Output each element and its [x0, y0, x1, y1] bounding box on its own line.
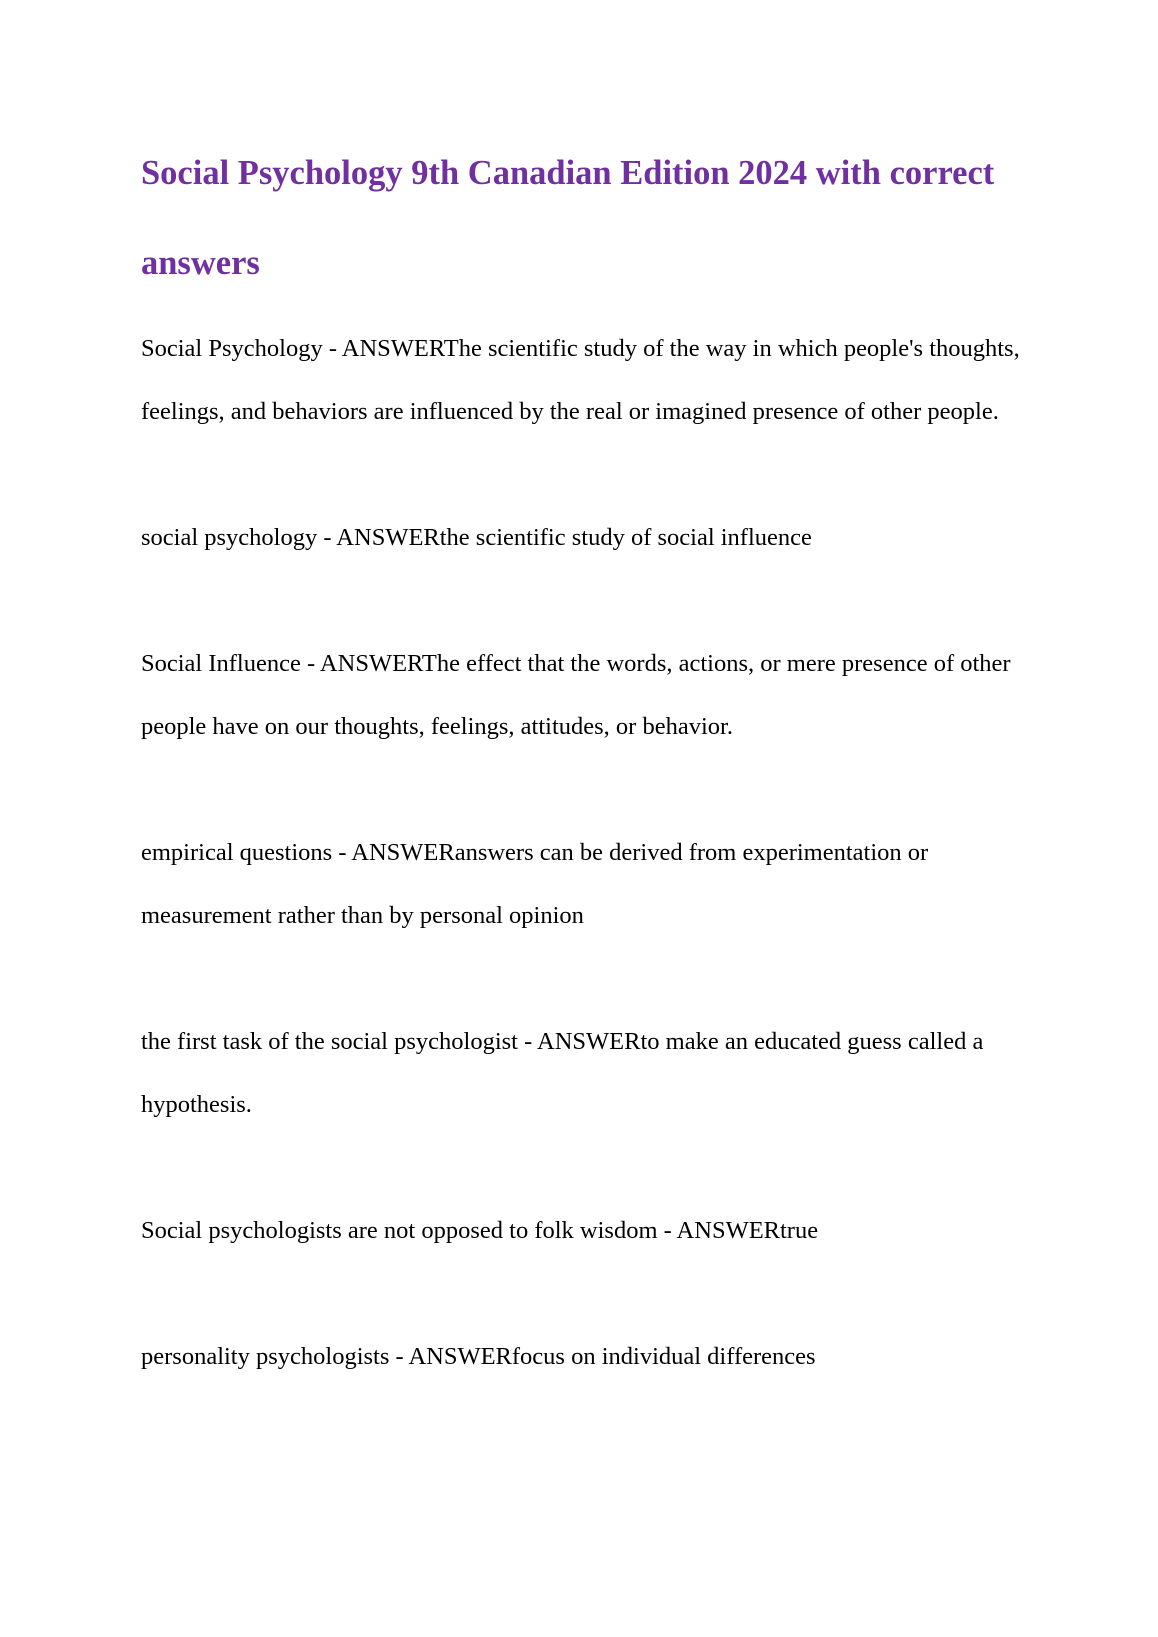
entry-term: the first task of the social psychologist — [141, 1028, 518, 1055]
entry-term: social psychology — [141, 524, 318, 551]
entry-term: empirical questions — [141, 839, 333, 866]
entry-answer: focus on individual differences — [511, 1343, 816, 1370]
entry-answer: The scientific study of the way in which people's thoughts, feelings, and behaviors are influenced by the real or imagined presence of other people. — [141, 335, 1020, 425]
entry-term: Social Psychology — [141, 335, 323, 362]
qa-entry — [141, 317, 1041, 443]
entry-term: Social psychologists are not opposed to folk wisdom — [141, 1217, 658, 1244]
answer-separator: - ANSWER — [389, 1343, 512, 1370]
answer-separator: - ANSWER — [332, 839, 455, 866]
qa-entry — [141, 632, 1041, 758]
qa-entry — [141, 506, 1041, 569]
entry-answer: to make an educated guess called a hypothesis. — [141, 1028, 984, 1118]
qa-entry — [141, 1325, 1041, 1388]
entry-answer: true — [780, 1217, 819, 1244]
qa-entry — [141, 1199, 1041, 1262]
answer-separator: - ANSWER — [657, 1217, 780, 1244]
entry-answer: The effect that the words, actions, or mere presence of other people have on our thoughts, feelings, attitudes, or behavior. — [141, 650, 1011, 740]
entry-answer: the scientific study of social influence — [439, 524, 812, 551]
entry-term: personality psychologists — [141, 1343, 390, 1370]
qa-entry — [141, 821, 1041, 947]
qa-entry — [141, 1010, 1041, 1136]
document-title: Social Psychology 9th Canadian Edition 2024 with correct answers — [141, 154, 995, 282]
answer-separator: - ANSWER — [322, 335, 444, 362]
answer-separator: - ANSWER — [317, 524, 440, 551]
answer-separator: - ANSWER — [517, 1028, 641, 1055]
entry-answer: answers can be derived from experimentation or measurement rather than by personal opinion — [141, 839, 929, 929]
entry-term: Social Influence — [141, 650, 301, 677]
document-body — [141, 128, 1041, 1451]
answer-separator: - ANSWER — [300, 650, 422, 677]
